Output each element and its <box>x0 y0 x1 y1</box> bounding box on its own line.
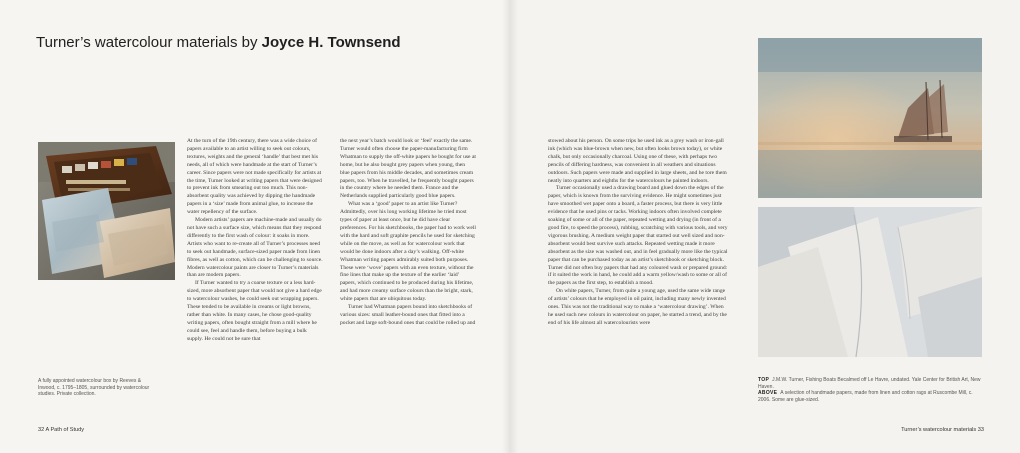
body-paragraph: If Turner wanted to try a coarse texture or a less hard-sized, more absorbent paper that would not give a hard edge to watercolour washes, he could seek out wrapping papers. These tended to be available in creams or light browns, rather than white. In many cases, he chose good-quality writing papers, often bought straight from a mill where he could see, feel and handle them, before buying a bulk supply. He could not be sure that <box>187 280 322 342</box>
text-column-3 <box>548 138 728 328</box>
caption-text-top: J.M.W. Turner, Fishing Boats Becalmed off Le Havre, undated. Yale Center for British Art, New Haven. <box>758 377 981 390</box>
body-paragraph: stowed about his person. On some trips he used ink as a grey wash or iron-gall ink (which was blue-brown when new, but often looks brown today), or white chalk, but only occasionally charcoal. Using one of these, with perhaps two pencils of differing hardness, was convenient in all weathers and situations outdoors. Such papers were made and supplied in large sheets, and he tore them neatly into quarters and eighths for the watercolours he painted indoors. <box>548 138 727 184</box>
caption-top <box>758 377 982 390</box>
text-column-1 <box>187 138 323 344</box>
watercolour-box-photo <box>38 142 175 280</box>
body-paragraph: What was a ‘good’ paper to an artist like Turner? Admittedly, over his long working lifetime he tried most types of paper at least once, but he did have clear preferences. For his sketchbooks, the paper had to work well with the hard and soft graphite pencils he used for sketching while on the move, as well as for watercolour work that would be done indoors after a day’s walking. Off-white Whatman writing papers admirably suited both purposes. These were ‘wove’ papers with an even texture, without the fine lines that make up the texture of the earlier ‘laid’ papers, which continued to be produced during his lifetime, and had more creamy surface colours than the bright, stark, white papers that are ubiquitous today. <box>340 201 476 303</box>
right-photo-captions <box>758 377 982 403</box>
caption-label-top: TOP <box>758 377 770 383</box>
turner-painting-image <box>758 38 982 198</box>
footer-left-folio: 32 A Path of Study <box>38 427 85 433</box>
body-paragraph: the next year’s batch would look or ‘feel’ exactly the same. Turner would often choose the paper-manufacturing firm Whatman to supply the off-white papers he bought for use at home, but he also bought grey papers when young, then blue papers from his middle decades, and sometimes cream papers, too. When he travelled, he frequently bought papers in the country where he needed them. France and the Netherlands supplied particularly good blue papers. <box>340 138 476 200</box>
title-by: by <box>237 34 262 51</box>
left-photo-caption: A fully appointed watercolour box by Reeves & Inwood, c. 1795–1805, surrounded by watercolour studies. Private collection. <box>38 378 150 398</box>
title-main: Turner’s watercolour materials <box>36 34 238 51</box>
footer-right-folio: Turner’s watercolour materials 33 <box>901 427 984 433</box>
caption-label-above: ABOVE <box>758 390 778 397</box>
body-paragraph: Turner had Whatman papers bound into sketchbooks of various sizes: small leather-bound ones that fitted into a pocket and large soft-bound ones that could be rolled up and <box>340 304 476 326</box>
book-gutter <box>502 0 518 453</box>
caption-text-above: A selection of handmade papers, made from linen and cotton rags at Ruscombe Mill, c. 2006. Some are glue-sized. <box>758 390 973 403</box>
body-paragraph: At the turn of the 19th century, there was a wide choice of papers available to an artist willing to seek out colours, textures, weights and the general ‘handle’ that best met his needs, all of which were handmade at the start of Turner’s career. Since papers were not made specifically for artists at the time, Turner looked at writing papers that were designed to prevent ink from smearing out too much. This non-absorbent quality was achieved by dipping the handmade papers in a ‘size’ made from animal glue, to increase the water repellency of the surface. <box>187 138 322 216</box>
title-author: Joyce H. Townsend <box>261 34 401 51</box>
handmade-papers-photo <box>758 207 982 357</box>
text-column-2 <box>340 138 476 328</box>
body-paragraph: Turner occasionally used a drawing board and glued down the edges of the paper, which is known from the surviving evidence. He might sometimes just have smoothed wet paper onto a board, a faster process, but there is very little evidence that he used pins or tacks. Working indoors often involved complete soaking of some or all of the paper, repeated wetting and drying (in front of a good fire, to speed the process), rubbing, scratching with various tools, and very vigorous brushing. A medium weight paper that started out well sized and non-absorbent would best survive such attacks. Repeated wetting made it more absorbent as the size was washed out, and in feel gradually more like the typical paper that can be purchased today as an artist’s sketchbook or sketching block. Turner did not often buy papers that had any coloured wash or prepared ground: if it suited the work in hand, he could add a warm yellow/wash to some or all of the papers as the first step, to establish a mood. <box>548 185 728 287</box>
chapter-title <box>36 34 401 51</box>
body-paragraph: Modern artists’ papers are machine-made and usually do not have such a surface size, which means that they respond differently to the first wash of colour: it soaks in more. Artists who want to re-create all of Turner’s processes need to seek out handmade, surface-sized paper made from linen fibres, as well as cotton, which can be challenging to source. Modern watercolour paints are closer to Turner’s materials than are modern papers. <box>187 217 323 279</box>
caption-above <box>758 390 982 403</box>
body-paragraph: On white papers, Turner, from quite a young age, used the same wide range of artists’ colours that he employed in oil paint, including many newly invented ones. This was not the traditional way to make a ‘watercolour drawing’. When he used such new colours in watercolour on paper, he started a trend, and by the end of his life almost all watercolourists were <box>548 288 727 326</box>
